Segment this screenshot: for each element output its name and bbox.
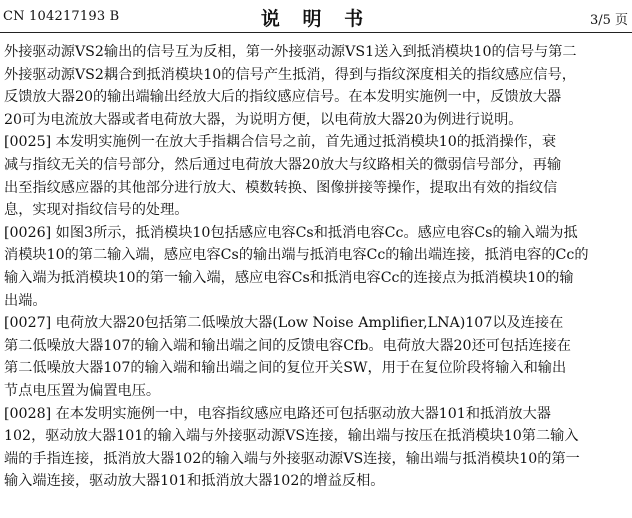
text-line: 节点电压置为偏置电压。 [4, 382, 161, 399]
text-line: 反馈放大器20的输出端输出经放大后的指纹感应信号。在本发明实施例一中，反馈放大器 [4, 89, 562, 106]
text-line: 102，驱动放大器101的输入端与外接驱动源VS连接，输出端与按压在抵消模块10第二输入 [4, 428, 579, 445]
text-line: 消模块10的第二输入端，感应电容Cs的输出端与抵消电容Cc的输出端连接，抵消电容的Cc的 [4, 247, 589, 264]
document-body [4, 41, 630, 493]
paragraph-0027-line: [0027] 电荷放大器20包括第二低噪放大器(Low Noise Amplifier,LNA)107以及连接在 [4, 315, 564, 332]
document-title: 说 明 书 [260, 8, 372, 30]
text-line: 出至指纹感应器的其他部分进行放大、模数转换、图像拼接等操作，提取出有效的指纹信 [4, 179, 558, 196]
publication-number: CN 104217193 B [3, 9, 120, 24]
text-line: 输入端为抵消模块10的第一输入端，感应电容Cs和抵消电容Cc的连接点为抵消模块10的输 [4, 269, 574, 286]
text-line: 端的手指连接，抵消放大器102的输入端与外接驱动源VS连接，输出端与抵消模块10的第一 [4, 450, 580, 467]
page-header [0, 0, 632, 34]
text-line: 第二低噪放大器107的输入端和输出端之间的反馈电容Cfb。电荷放大器20还可包括连接在 [4, 337, 571, 354]
text-line: 息，实现对指纹信号的处理。 [4, 202, 189, 219]
text-line: 20可为电流放大器或者电荷放大器，为说明方便，以电荷放大器20为例进行说明。 [4, 111, 523, 128]
text-line: 减与指纹无关的信号部分，然后通过电荷放大器20放大与纹路相关的微弱信号部分，再输 [4, 156, 562, 173]
text-line: 输入端连接，驱动放大器101和抵消放大器102的增益反相。 [4, 473, 385, 490]
text-line: 外接驱动源VS2输出的信号互为反相，第一外接驱动源VS1送入到抵消模块10的信号与第二 [4, 44, 577, 60]
paragraph-0026-line: [0026] 如图3所示，抵消模块10包括感应电容Cs和抵消电容Cc。感应电容Cs的输入端为抵 [4, 224, 578, 241]
header-rule [0, 32, 632, 33]
paragraph-0025-line: [0025] 本发明实施例一在放大手指耦合信号之前，首先通过抵消模块10的抵消操作，衰 [4, 134, 557, 151]
text-line: 出端。 [4, 292, 47, 309]
paragraph-0028-line: [0028] 在本发明实施例一中，电容指纹感应电路还可包括驱动放大器101和抵消放大器 [4, 405, 551, 422]
text-line: 第二低噪放大器107的输入端和输出端之间的复位开关SW，用于在复位阶段将输入和输出 [4, 360, 567, 377]
text-line: 外接驱动源VS2耦合到抵消模块10的信号产生抵消，得到与指纹深度相关的指纹感应信号， [4, 66, 576, 83]
page-number: 3/5 页 [589, 13, 628, 28]
